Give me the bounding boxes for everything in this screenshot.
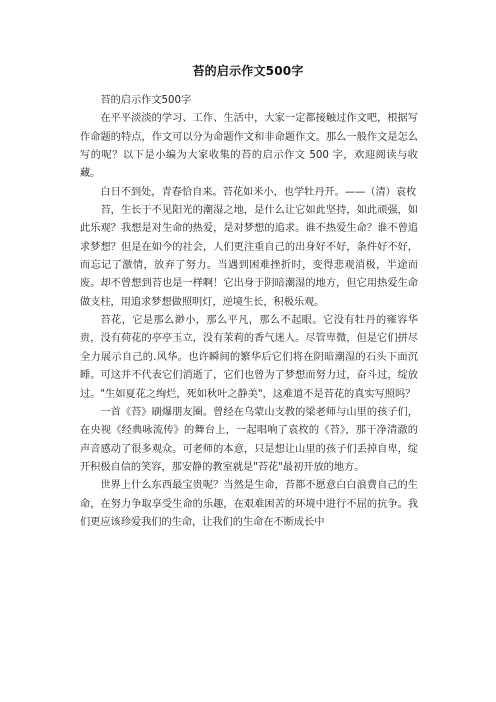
paragraph: 在平平淡淡的学习、工作、生活中，大家一定都接触过作文吧，根据写作命题的特点，作文可以分为命题作文和非命题作文。那么一般作文是怎么写的呢？以下是小编为大家收集的苔的启示作文 500 字，欢迎阅读与收藏。	[80, 113, 418, 180]
document-title: 苔的启示作文500字	[192, 64, 304, 78]
paragraph: 苔，生长于不见阳光的潮湿之地，是什么让它如此坚持，如此顽强，如此乐观？我想是对生命的热爱，是对梦想的追求。谁不热爱生命？谁不曾追求梦想？但是在如今的社会，人们更注重自己的出身好不好，条件好不好，而忘记了激情，放弃了努力。当遇到困难挫折时，变得悲观消极，半途而废。却不曾想到苔也是一样啊！它出身于阴暗潮湿的地方，但它用热爱生命做支柱，用追求梦想做照明灯，逆境生长，积极乐观。	[80, 205, 418, 308]
document-body	[80, 92, 418, 532]
paragraph: 世界上什么东西最宝贵呢？当然是生命，苔都不愿意白白浪费自己的生命，在努力争取享受生命的乐趣，在艰难困苦的环境中进行不屈的抗争。我们更应该珍爱我们的生命，让我们的生命在不断成长中	[80, 480, 418, 528]
paragraph: 白日不到处，青春恰自来。苔花如米小，也学牡丹开。——（清）袁枚	[100, 186, 417, 198]
paragraph: 一首《苔》刷爆朋友圈。曾经在乌蒙山支教的梁老师与山里的孩子们，在央视《经典咏流传》的舞台上，一起唱响了袁枚的《苔》，那干净清澈的声音感动了很多观众。可老师的本意，只是想让山里的孩子们丢掉自卑，绽开积极自信的笑容，那安静的教室就是"苔花"最初开放的地方。	[80, 406, 418, 473]
paragraph: 苔花，它是那么渺小，那么平凡，那么不起眼。它没有牡丹的雍容华贵，没有荷花的亭亭玉立，没有茉莉的香气迷人。尽管卑微，但是它们拼尽全力展示自己的.风华。也许瞬间的繁华后它们将在阴暗潮湿的石头下面沉睡。可这并不代表它们消逝了，它们也曾为了梦想而努力过，奋斗过，绽放过。"生如夏花之绚烂，死如秋叶之静美"，这难道不是苔花的真实写照吗？	[80, 315, 418, 400]
paragraph: 苔的启示作文500字	[100, 95, 192, 106]
